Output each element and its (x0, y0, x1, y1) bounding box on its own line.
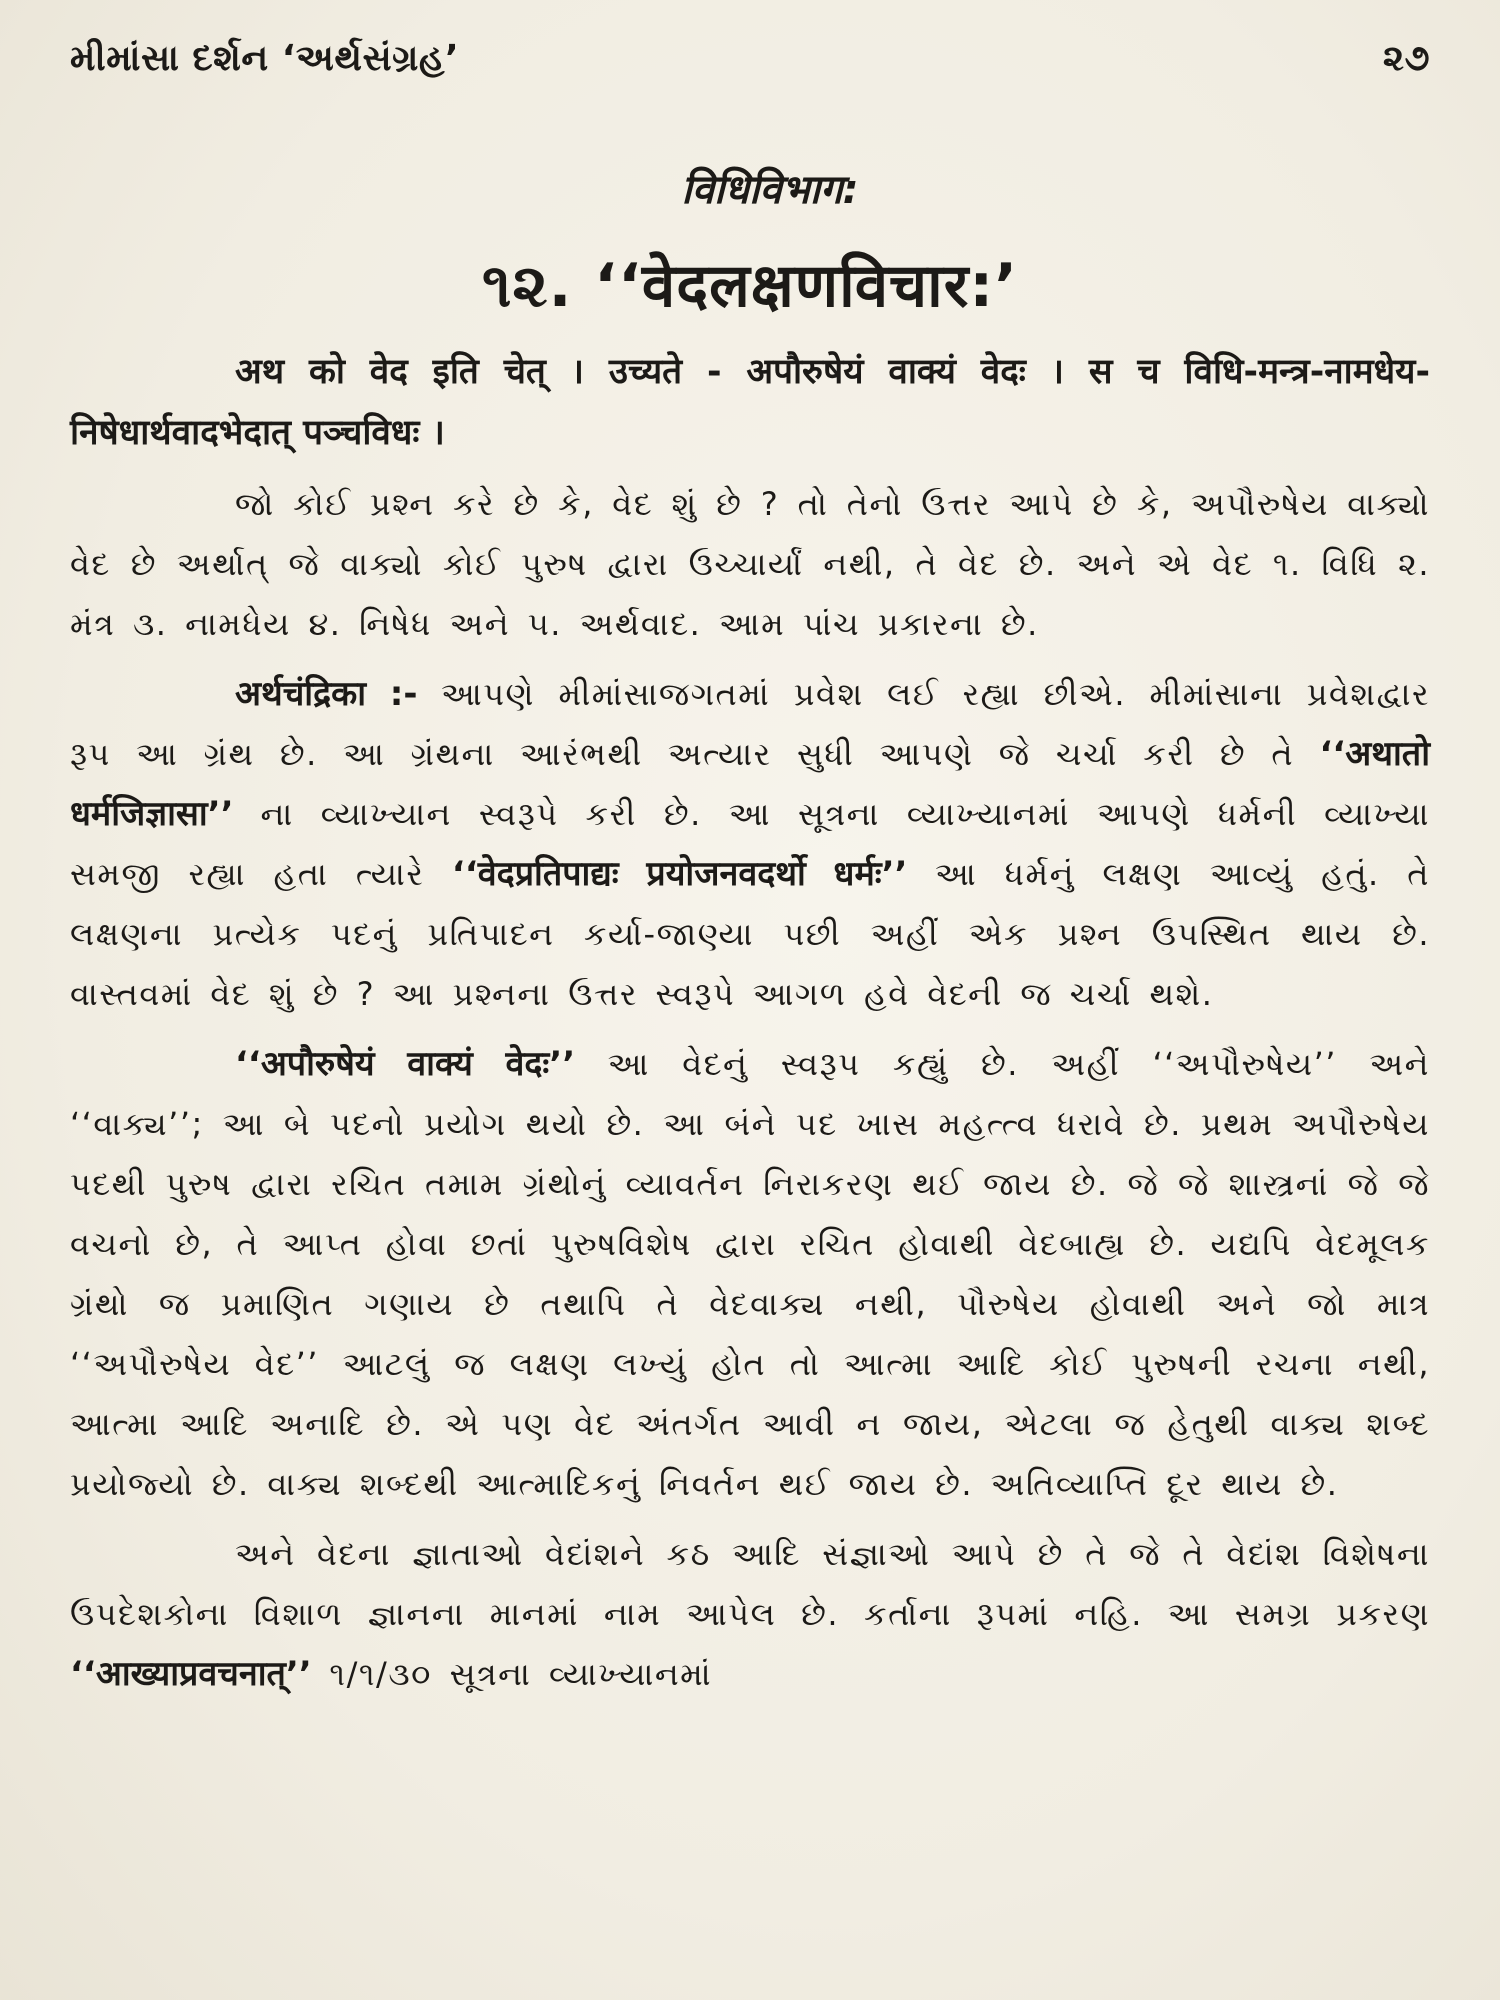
quote-athato: ‘‘अथातो धर्मजिज्ञासा’’ (70, 734, 1430, 834)
paragraph-1: જો કોઈ પ્રશ્ન કરે છે કે, વેદ શું છે ? તો તેનો ઉત્તર આપે છે કે, અપૌરુષેય વાક્યો વેદ છે અર્થાત્ જે વાક્યો કોઈ પુરુષ દ્વારા ઉચ્ચાર્યાં નથી, તે વેદ છે. અને એ વેદ ૧. વિધિ ૨. મંત્ર ૩. નામધેય ૪. નિષેધ અને ૫. અર્થવાદ. આમ પાંચ પ્રકારના છે. (70, 485, 1430, 643)
running-header (70, 38, 1430, 98)
paragraph-4-text-2: ૧/૧/૩૦ સૂત્રના વ્યાખ્યાનમાં (311, 1655, 713, 1693)
quote-apaurusheyam: ‘‘अपौरुषेयं वाक्यं वेदः’’ (235, 1044, 576, 1084)
paragraph-4-text-1: અને વેદના જ્ઞાતાઓ વેદાંશને કઠ આદિ સંજ્ઞાઓ આપે છે તે જે તે વેદાંશ વિશેષના ઉપદેશકોના વિશાળ જ્ઞાનના માનમાં નામ આપેલ છે. કર્તાના રૂપમાં નહિ. આ સમગ્ર પ્રકરણ (70, 1535, 1430, 1633)
paragraph-2-text-2: ના વ્યાખ્યાન સ્વરૂપે કરી છે. આ સૂત્રના વ્યાખ્યાનમાં આપણે ધર્મની વ્યાખ્યા સમજી રહ્યા હતા ત્યારે (70, 795, 1430, 893)
paragraph-2-text-3: આ ધર્મનું લક્ષણ આવ્યું હતું. તે લક્ષણના પ્રત્યેક પદનું પ્રતિપાદન કર્યા-જાણ્યા પછી અહીં એક પ્રશ્ન ઉપસ્થિત થાય છે. વાસ્તવમાં વેદ શું છે ? આ પ્રશ્નના ઉત્તર સ્વરૂપે આગળ હવે વેદની જ ચર્ચા થશે. (70, 855, 1430, 1013)
book-title: મીમાંસા દર્શન ‘અર્થસંગ્રહ’ (70, 38, 460, 79)
paragraph-2 (70, 664, 1430, 1024)
paragraph-3-text: આ વેદનું સ્વરૂપ કહ્યું છે. અહીં ‘‘અપૌરુષેય’’ અને ‘‘વાક્ય’’; આ બે પદનો પ્રયોગ થયો છે. આ બંને પદ ખાસ મહત્ત્વ ધરાવે છે. પ્રથમ અપૌરુષેય પદથી પુરુષ દ્વારા રચિત તમામ ગ્રંથોનું વ્યાવર્તન નિરાકરણ થઈ જાય છે. જે જે શાસ્ત્રનાં જે જે વચનો છે, તે આપ્ત હોવા છતાં પુરુષવિશેષ દ્વારા રચિત હોવાથી વેદબાહ્ય છે. યદ્યપિ વેદમૂલક ગ્રંથો જ પ્રમાણિત ગણાય છે તથાપિ તે વેદવાક્ય નથી, પૌરુષેય હોવાથી અને જો માત્ર ‘‘અપૌરુષેય વેદ’’ આટલું જ લક્ષણ લખ્યું હોત તો આત્મા આદિ કોઈ પુરુષની રચના નથી, આત્મા આદિ અનાદિ છે. એ પણ વેદ અંતર્ગત આવી ન જાય, એટલા જ હેતુથી વાક્ય શબ્દ પ્રયોજ્યો છે. વાક્ય શબ્દથી આત્માદિકનું નિવર્તન થઈ જાય છે. અતિવ્યાપ્તિ દૂર થાય છે. (70, 1045, 1430, 1503)
quote-akhyapravachanat: ‘‘आख्याप्रवचनात्’’ (70, 1654, 312, 1694)
commentary-label: अर्थचंद्रिका :- (235, 674, 418, 714)
section-label: विधिविभाग: (681, 167, 859, 213)
paragraph-2-text-1: આપણે મીમાંસાજગતમાં પ્રવેશ લઈ રહ્યા છીએ. મીમાંસાના પ્રવેશદ્વાર રૂપ આ ગ્રંથ છે. આ ગ્રંથના આરંભથી અત્યાર સુધી આપણે જે ચર્ચા કરી છે તે (70, 675, 1430, 773)
sanskrit-verse: अथ को वेद इति चेत् । उच्यते - अपौरुषेयं वाक्यं वेदः । स च विधि-मन्त्र-नामधेय-निषेधार्थवादभेदात् पञ्चविधः । (70, 352, 1430, 453)
chapter-title: ૧૨. ‘‘वेदलक्षणविचार:’ (481, 251, 1019, 321)
quote-vedapratipadya: ‘‘वेदप्रतिपाद्यः प्रयोजनवदर्थो धर्मः’’ (451, 854, 908, 894)
paragraph-4 (70, 1524, 1430, 1704)
paragraph-3 (70, 1034, 1430, 1514)
page-number: ૨૭ (1382, 38, 1430, 79)
